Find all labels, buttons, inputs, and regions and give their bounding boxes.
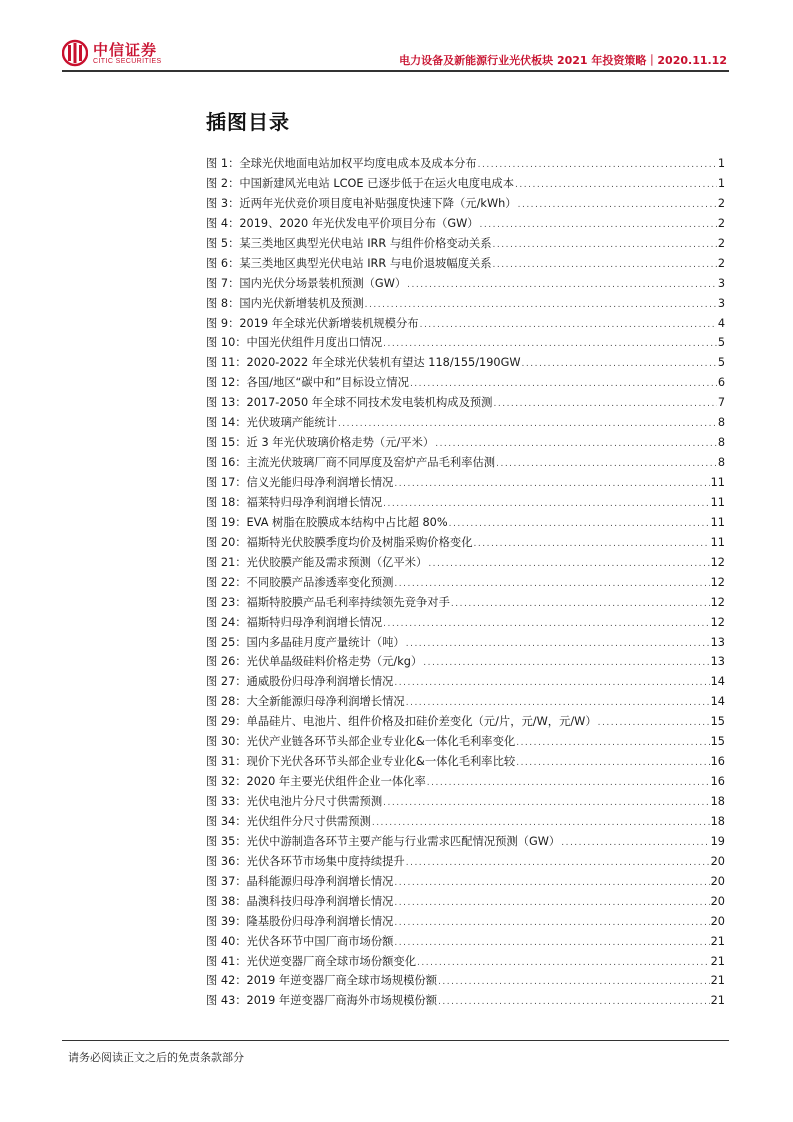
toc-entry-page: 8 bbox=[717, 436, 725, 450]
logo-name-en: CITIC SECURITIES bbox=[93, 58, 162, 65]
toc-entry-label: 图 5：某三类地区典型光伏电站 IRR 与组件价格变动关系 bbox=[206, 236, 492, 250]
toc-entry-label: 图 12：各国/地区“碳中和”目标设立情况 bbox=[206, 376, 409, 390]
toc-entry-page: 14 bbox=[710, 695, 725, 709]
toc-entry-page: 8 bbox=[717, 416, 725, 430]
report-title-header: 电力设备及新能源行业光伏板块 2021 年投资策略｜2020.11.12 bbox=[399, 54, 727, 67]
toc-entry-page: 11 bbox=[710, 495, 725, 509]
toc-entry-page: 18 bbox=[710, 814, 725, 828]
toc-entry[interactable] bbox=[206, 353, 725, 373]
toc-entry[interactable] bbox=[206, 533, 725, 553]
toc-entry[interactable] bbox=[206, 274, 725, 294]
toc-entry[interactable] bbox=[206, 553, 725, 573]
toc-entry-page: 12 bbox=[710, 575, 725, 589]
toc-entry-page: 21 bbox=[710, 974, 725, 988]
toc-dot-leader bbox=[406, 854, 710, 874]
toc-dot-leader bbox=[480, 216, 717, 236]
citic-securities-logo bbox=[62, 38, 212, 72]
toc-entry-page: 7 bbox=[717, 396, 725, 410]
toc-entry[interactable] bbox=[206, 912, 725, 932]
toc-entry[interactable] bbox=[206, 872, 725, 892]
toc-entry-page: 14 bbox=[710, 675, 725, 689]
toc-entry-page: 2 bbox=[717, 196, 725, 210]
toc-dot-leader bbox=[493, 256, 717, 276]
toc-entry-label: 图 26：光伏单晶级硅料价格走势（元/kg） bbox=[206, 655, 423, 669]
toc-entry-label: 图 34：光伏组件分尺寸供需预测 bbox=[206, 814, 371, 828]
toc-entry-label: 图 31：现价下光伏各环节头部企业专业化&一体化毛利率比较 bbox=[206, 755, 516, 769]
toc-entry-label: 图 18：福莱特归母净利润增长情况 bbox=[206, 495, 383, 509]
toc-entry-label: 图 9：2019 年全球光伏新增装机规模分布 bbox=[206, 316, 419, 330]
toc-entry-label: 图 33：光伏电池片分尺寸供需预测 bbox=[206, 795, 383, 808]
logo-name-cn: 中信证券 bbox=[93, 41, 158, 59]
toc-entry-label: 图 2：中国新建风光电站 LCOE 已逐步低于在运火电度电成本 bbox=[206, 176, 515, 190]
toc-entry-label: 图 32：2020 年主要光伏组件企业一体化率 bbox=[206, 775, 426, 789]
toc-entry-page: 20 bbox=[710, 914, 725, 928]
toc-entry-label: 图 25：国内多晶硅月度产量统计（吨） bbox=[206, 635, 405, 649]
toc-dot-leader bbox=[515, 176, 717, 196]
toc-entry-label: 图 13：2017-2050 年全球不同技术发电装机构成及预测 bbox=[206, 396, 493, 410]
toc-entry[interactable] bbox=[206, 692, 725, 712]
toc-entry-label: 图 23：福斯特胶膜产品毛利率持续领先竞争对手 bbox=[206, 595, 450, 609]
toc-entry[interactable] bbox=[206, 633, 725, 653]
toc-entry-label: 图 10：中国光伏组件月度出口情况 bbox=[206, 336, 383, 350]
toc-dot-leader bbox=[598, 714, 710, 734]
toc-entry[interactable] bbox=[206, 991, 725, 1011]
toc-entry[interactable] bbox=[206, 792, 725, 812]
toc-dot-leader bbox=[428, 555, 709, 575]
toc-entry[interactable] bbox=[206, 513, 725, 533]
toc-entry-page: 21 bbox=[710, 994, 725, 1008]
toc-entry-label: 图 27：通威股份归母净利润增长情况 bbox=[206, 675, 394, 689]
footer-disclaimer: 请务必阅读正文之后的免责条款部分 bbox=[68, 1051, 244, 1064]
toc-dot-leader bbox=[493, 395, 716, 415]
toc-entry[interactable] bbox=[206, 652, 725, 672]
toc-entry-label: 图 14：光伏玻璃产能统计 bbox=[206, 416, 337, 430]
toc-entry-label: 图 4：2019、2020 年光伏发电平价项目分布（GW） bbox=[206, 216, 479, 230]
toc-entry-label: 图 29：单晶硅片、电池片、组件价格及扣硅价差变化（元/片，元/W，元/W） bbox=[206, 715, 597, 729]
toc-entry-page: 2 bbox=[717, 216, 725, 230]
toc-dot-leader bbox=[394, 475, 709, 495]
toc-entry-page: 21 bbox=[710, 934, 725, 948]
toc-dot-leader bbox=[407, 276, 717, 296]
toc-entry-label: 图 30：光伏产业链各环节头部企业专业化&一体化毛利率变化 bbox=[206, 735, 516, 749]
toc-entry-label: 图 1：全球光伏地面电站加权平均度电成本及成本分布 bbox=[206, 157, 477, 170]
toc-entry[interactable] bbox=[206, 772, 725, 792]
toc-entry-label: 图 17：信义光能归母净利润增长情况 bbox=[206, 476, 394, 489]
toc-entry-page: 16 bbox=[710, 755, 725, 769]
toc-dot-leader bbox=[394, 674, 709, 694]
toc-entry[interactable] bbox=[206, 314, 725, 334]
toc-entry[interactable] bbox=[206, 712, 725, 732]
toc-entry-label: 图 37：晶科能源归母净利润增长情况 bbox=[206, 874, 394, 888]
toc-dot-leader bbox=[427, 774, 710, 794]
toc-entry-page: 16 bbox=[710, 775, 725, 789]
toc-dot-leader bbox=[493, 236, 717, 256]
toc-entry-page: 11 bbox=[710, 515, 725, 529]
toc-entry[interactable] bbox=[206, 154, 725, 174]
toc-entry-page: 4 bbox=[717, 316, 725, 330]
toc-entry-page: 15 bbox=[710, 735, 725, 749]
toc-dot-leader bbox=[394, 934, 709, 954]
toc-entry-label: 图 11：2020-2022 年全球光伏装机有望达 118/155/190GW bbox=[206, 356, 521, 370]
toc-entry[interactable] bbox=[206, 333, 725, 353]
figure-list bbox=[206, 154, 725, 1011]
toc-entry-label: 图 35：光伏中游制造各环节主要产能与行业需求匹配情况预测（GW） bbox=[206, 834, 561, 848]
footer-divider bbox=[62, 1040, 729, 1041]
toc-entry[interactable] bbox=[206, 971, 725, 991]
toc-entry[interactable] bbox=[206, 453, 725, 473]
toc-entry-label: 图 38：晶澳科技归母净利润增长情况 bbox=[206, 894, 394, 908]
toc-dot-leader bbox=[394, 894, 709, 914]
toc-entry-label: 图 16：主流光伏玻璃厂商不同厚度及窑炉产品毛利率估测 bbox=[206, 456, 496, 470]
toc-entry-page: 8 bbox=[717, 456, 725, 470]
toc-entry[interactable] bbox=[206, 832, 725, 852]
toc-entry-page: 2 bbox=[717, 236, 725, 250]
toc-entry-page: 15 bbox=[710, 715, 725, 729]
toc-entry-page: 6 bbox=[717, 376, 725, 390]
toc-entry-label: 图 24：福斯特归母净利润增长情况 bbox=[206, 615, 383, 629]
toc-entry-label: 图 39：隆基股份归母净利润增长情况 bbox=[206, 914, 394, 928]
toc-entry-label: 图 42：2019 年逆变器厂商全球市场规模份额 bbox=[206, 974, 438, 988]
toc-entry-page: 2 bbox=[717, 256, 725, 270]
toc-entry[interactable] bbox=[206, 194, 725, 214]
toc-entry[interactable] bbox=[206, 174, 725, 194]
toc-dot-leader bbox=[438, 973, 710, 993]
toc-dot-leader bbox=[406, 635, 710, 655]
toc-dot-leader bbox=[420, 316, 717, 336]
toc-entry[interactable] bbox=[206, 812, 725, 832]
toc-dot-leader bbox=[394, 914, 709, 934]
toc-entry[interactable] bbox=[206, 672, 725, 692]
toc-entry-label: 图 3：近两年光伏竞价项目度电补贴强度快速下降（元/kWh） bbox=[206, 196, 517, 210]
toc-entry[interactable] bbox=[206, 234, 725, 254]
toc-dot-leader bbox=[516, 734, 709, 754]
toc-entry[interactable] bbox=[206, 214, 725, 234]
toc-entry-page: 12 bbox=[710, 615, 725, 629]
header-divider bbox=[62, 70, 729, 72]
toc-entry-page: 19 bbox=[710, 834, 725, 848]
toc-entry[interactable] bbox=[206, 473, 725, 493]
toc-dot-leader bbox=[561, 834, 709, 854]
toc-entry-page: 12 bbox=[710, 595, 725, 609]
toc-dot-leader bbox=[383, 615, 710, 635]
toc-entry[interactable] bbox=[206, 573, 725, 593]
toc-entry-page: 11 bbox=[710, 535, 725, 549]
toc-entry-page: 11 bbox=[710, 476, 725, 489]
toc-entry[interactable] bbox=[206, 732, 725, 752]
toc-dot-leader bbox=[451, 595, 710, 615]
toc-entry[interactable] bbox=[206, 852, 725, 872]
toc-entry-label: 图 43：2019 年逆变器厂商海外市场规模份额 bbox=[206, 994, 438, 1008]
toc-entry[interactable] bbox=[206, 752, 725, 772]
toc-entry-label: 图 21：光伏胶膜产能及需求预测（亿平米） bbox=[206, 555, 428, 569]
toc-entry-label: 图 22：不同胶膜产品渗透率变化预测 bbox=[206, 575, 394, 589]
page-title: 插图目录 bbox=[206, 110, 290, 134]
toc-entry-label: 图 6：某三类地区典型光伏电站 IRR 与电价退坡幅度关系 bbox=[206, 256, 492, 270]
toc-entry-page: 13 bbox=[710, 635, 725, 649]
toc-entry-label: 图 20：福斯特光伏胶膜季度均价及树脂采购价格变化 bbox=[206, 535, 473, 549]
toc-entry-label: 图 19：EVA 树脂在胶膜成本结构中占比超 80% bbox=[206, 515, 448, 529]
toc-entry-page: 5 bbox=[717, 356, 725, 370]
toc-entry-page: 21 bbox=[710, 954, 725, 968]
toc-entry-label: 图 41：光伏逆变器厂商全球市场份额变化 bbox=[206, 954, 417, 968]
toc-entry[interactable] bbox=[206, 932, 725, 952]
toc-entry-page: 5 bbox=[717, 336, 725, 350]
toc-entry-page: 1 bbox=[717, 157, 725, 170]
toc-dot-leader bbox=[423, 654, 709, 674]
toc-entry[interactable] bbox=[206, 433, 725, 453]
toc-entry[interactable] bbox=[206, 593, 725, 613]
toc-dot-leader bbox=[417, 954, 710, 974]
toc-entry-page: 3 bbox=[717, 296, 725, 310]
toc-entry-page: 20 bbox=[710, 894, 725, 908]
toc-entry[interactable] bbox=[206, 892, 725, 912]
toc-dot-leader bbox=[383, 794, 710, 814]
toc-entry[interactable] bbox=[206, 254, 725, 274]
toc-entry[interactable] bbox=[206, 413, 725, 433]
toc-entry[interactable] bbox=[206, 613, 725, 633]
toc-dot-leader bbox=[474, 535, 710, 555]
toc-dot-leader bbox=[496, 455, 717, 475]
toc-entry[interactable] bbox=[206, 493, 725, 513]
toc-entry-page: 20 bbox=[710, 874, 725, 888]
toc-entry-page: 3 bbox=[717, 276, 725, 290]
toc-entry-label: 图 40：光伏各环节中国厂商市场份额 bbox=[206, 934, 394, 948]
toc-dot-leader bbox=[449, 515, 710, 535]
toc-dot-leader bbox=[438, 993, 710, 1013]
toc-entry-page: 18 bbox=[710, 795, 725, 808]
toc-entry[interactable] bbox=[206, 294, 725, 314]
toc-dot-leader bbox=[516, 754, 709, 774]
citic-emblem-icon bbox=[62, 38, 88, 68]
toc-entry-label: 图 28：大全新能源归母净利润增长情况 bbox=[206, 695, 405, 709]
toc-entry-page: 12 bbox=[710, 555, 725, 569]
toc-entry[interactable] bbox=[206, 952, 725, 972]
toc-entry-page: 20 bbox=[710, 854, 725, 868]
toc-dot-leader bbox=[518, 196, 717, 216]
toc-entry-label: 图 15：近 3 年光伏玻璃价格走势（元/平米） bbox=[206, 436, 435, 450]
toc-entry[interactable] bbox=[206, 373, 725, 393]
toc-dot-leader bbox=[394, 874, 709, 894]
toc-dot-leader bbox=[522, 355, 717, 375]
toc-entry-label: 图 8：国内光伏新增装机及预测 bbox=[206, 296, 364, 310]
toc-entry-label: 图 7：国内光伏分场景装机预测（GW） bbox=[206, 276, 407, 290]
toc-entry[interactable] bbox=[206, 393, 725, 413]
toc-entry-page: 1 bbox=[717, 176, 725, 190]
toc-entry-label: 图 36：光伏各环节市场集中度持续提升 bbox=[206, 854, 405, 868]
toc-entry-page: 13 bbox=[710, 655, 725, 669]
